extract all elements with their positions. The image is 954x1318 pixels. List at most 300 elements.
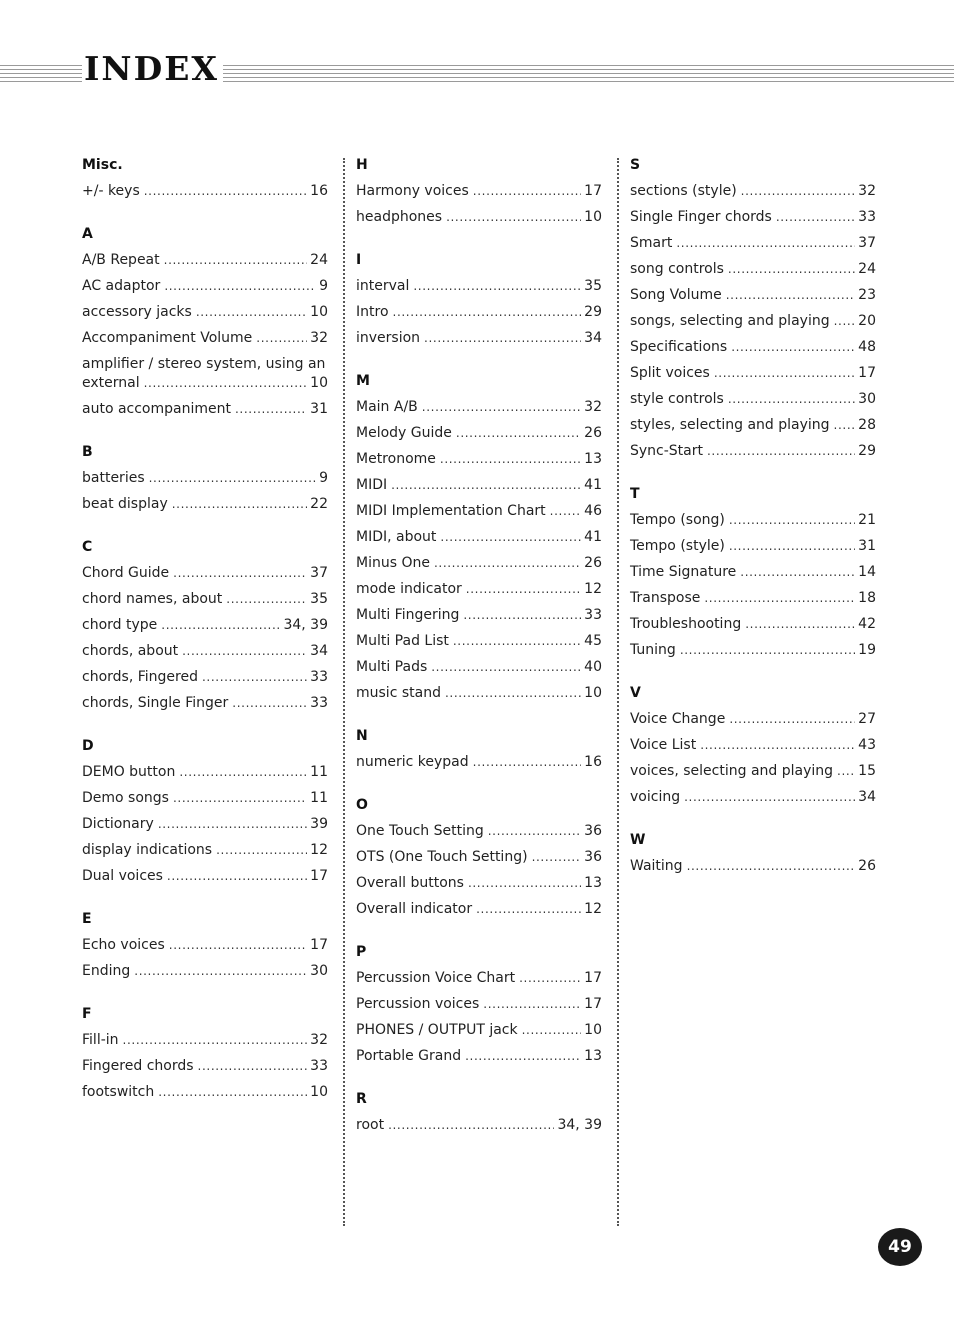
entry-page: 11 xyxy=(310,790,328,806)
dot-leader xyxy=(687,857,856,876)
index-entry xyxy=(630,364,876,383)
entry-term: AC adaptor xyxy=(82,278,161,294)
section-letter: Misc. xyxy=(82,157,123,173)
section-letter: D xyxy=(82,738,94,754)
entry-term: sections (style) xyxy=(630,183,737,199)
dot-leader xyxy=(834,312,856,331)
entry-page: 36 xyxy=(584,823,602,839)
entry-term: voices, selecting and playing xyxy=(630,763,834,779)
entry-term: numeric keypad xyxy=(356,754,469,770)
entry-page: 34, 39 xyxy=(557,1117,602,1133)
entry-page: 12 xyxy=(310,842,328,858)
entry-page: 45 xyxy=(584,633,602,649)
dot-leader xyxy=(413,277,581,296)
entry-page: 17 xyxy=(584,183,602,199)
dot-leader xyxy=(198,1057,308,1076)
dot-leader xyxy=(446,208,581,227)
entry-term: batteries xyxy=(82,470,145,486)
index-entry xyxy=(630,208,876,227)
section-letter: P xyxy=(356,944,367,960)
index-entry xyxy=(82,867,328,886)
index-entry xyxy=(356,398,602,417)
index-entry xyxy=(82,355,328,393)
section-letter: M xyxy=(356,373,370,389)
index-section xyxy=(82,910,328,981)
dot-leader xyxy=(216,841,307,860)
index-entry xyxy=(356,502,602,521)
entry-term: Voice Change xyxy=(630,711,726,727)
index-entry xyxy=(356,1047,602,1066)
dot-leader xyxy=(731,338,855,357)
entry-page: 48 xyxy=(858,339,876,355)
entry-page: 35 xyxy=(584,278,602,294)
entry-page: 32 xyxy=(584,399,602,415)
entry-term: One Touch Setting xyxy=(356,823,484,839)
entry-term: Minus One xyxy=(356,555,430,571)
entry-term: music stand xyxy=(356,685,441,701)
entry-page: 10 xyxy=(584,1022,602,1038)
index-entry xyxy=(82,590,328,609)
index-entry xyxy=(630,511,876,530)
entry-term: headphones xyxy=(356,209,443,225)
entry-page: 32 xyxy=(858,183,876,199)
index-section xyxy=(630,831,876,876)
entry-term: accessory jacks xyxy=(82,304,192,320)
section-letter: S xyxy=(630,157,641,173)
entry-term: Percussion voices xyxy=(356,996,480,1012)
entry-page: 46 xyxy=(584,503,602,519)
dot-leader xyxy=(431,658,581,677)
dot-leader xyxy=(729,537,855,556)
dot-leader xyxy=(726,286,855,305)
entry-line-2 xyxy=(82,374,328,393)
entry-term: Troubleshooting xyxy=(630,616,742,632)
entry-page: 34, 39 xyxy=(283,617,328,633)
index-entry xyxy=(356,969,602,988)
entry-term: Metronome xyxy=(356,451,436,467)
entry-page: 16 xyxy=(584,754,602,770)
entry-page: 21 xyxy=(858,512,876,528)
index-entry xyxy=(356,900,602,919)
entry-page: 33 xyxy=(858,209,876,225)
entry-page: 34 xyxy=(310,643,328,659)
index-section xyxy=(630,485,876,660)
section-letter: H xyxy=(356,157,368,173)
entry-term: Split voices xyxy=(630,365,710,381)
entry-term: MIDI, about xyxy=(356,529,437,545)
entry-term: Ending xyxy=(82,963,131,979)
entry-page: 32 xyxy=(310,330,328,346)
entry-term: DEMO button xyxy=(82,764,176,780)
section-letter: O xyxy=(356,797,368,813)
dot-leader xyxy=(728,260,855,279)
dot-leader xyxy=(453,632,581,651)
index-entry xyxy=(82,694,328,713)
index-column-1 xyxy=(82,150,328,1126)
section-letter: T xyxy=(630,486,640,502)
entry-term: Multi Pad List xyxy=(356,633,449,649)
dot-leader xyxy=(158,815,307,834)
entry-page: 17 xyxy=(584,996,602,1012)
entry-term: Dual voices xyxy=(82,868,163,884)
entry-term: Fingered chords xyxy=(82,1058,194,1074)
dot-leader xyxy=(182,642,307,661)
index-entry xyxy=(356,874,602,893)
dot-leader xyxy=(468,874,581,893)
section-letter: F xyxy=(82,1006,92,1022)
entry-term: Fill-in xyxy=(82,1032,119,1048)
index-entry xyxy=(82,1031,328,1050)
dot-leader xyxy=(173,789,307,808)
entry-page: 17 xyxy=(310,868,328,884)
dot-leader xyxy=(445,684,581,703)
index-entry xyxy=(630,182,876,201)
dot-leader xyxy=(707,442,855,461)
entry-page: 39 xyxy=(310,816,328,832)
index-entry xyxy=(82,642,328,661)
index-entry xyxy=(82,495,328,514)
dot-leader xyxy=(465,1047,581,1066)
entry-page: 9 xyxy=(319,278,328,294)
index-entry xyxy=(356,303,602,322)
index-section xyxy=(356,251,602,348)
entry-page: 34 xyxy=(584,330,602,346)
index-entry xyxy=(82,815,328,834)
entry-page: 17 xyxy=(310,937,328,953)
entry-term: Tempo (style) xyxy=(630,538,725,554)
entry-page: 19 xyxy=(858,642,876,658)
section-letter: C xyxy=(82,539,93,555)
entry-term: PHONES / OUTPUT jack xyxy=(356,1022,518,1038)
index-entry xyxy=(630,857,876,876)
entry-page: 20 xyxy=(858,313,876,329)
entry-page: 37 xyxy=(858,235,876,251)
dot-leader xyxy=(745,615,855,634)
entry-page: 31 xyxy=(858,538,876,554)
entry-page: 40 xyxy=(584,659,602,675)
dot-leader xyxy=(434,554,581,573)
entry-term: Demo songs xyxy=(82,790,169,806)
dot-leader xyxy=(550,502,582,521)
index-entry xyxy=(82,329,328,348)
dot-leader xyxy=(173,564,307,583)
entry-page: 11 xyxy=(310,764,328,780)
entry-term: Song Volume xyxy=(630,287,722,303)
entry-page: 41 xyxy=(584,529,602,545)
dot-leader xyxy=(196,303,307,322)
index-entry xyxy=(356,424,602,443)
entry-term: Smart xyxy=(630,235,673,251)
entry-term: Specifications xyxy=(630,339,728,355)
entry-page: 35 xyxy=(310,591,328,607)
entry-page: 13 xyxy=(584,1048,602,1064)
entry-page: 36 xyxy=(584,849,602,865)
entry-page: 13 xyxy=(584,875,602,891)
entry-page: 13 xyxy=(584,451,602,467)
index-entry xyxy=(356,1116,602,1135)
index-entry xyxy=(630,641,876,660)
dot-leader xyxy=(684,788,855,807)
dot-leader xyxy=(144,374,308,393)
dot-leader xyxy=(161,616,280,635)
entry-page: 26 xyxy=(584,555,602,571)
entry-term: root xyxy=(356,1117,385,1133)
index-entry xyxy=(630,286,876,305)
index-entry xyxy=(356,995,602,1014)
entry-term: Overall indicator xyxy=(356,901,473,917)
entry-term: Overall buttons xyxy=(356,875,464,891)
dot-leader xyxy=(776,208,855,227)
dot-leader xyxy=(440,528,581,547)
entry-page: 42 xyxy=(858,616,876,632)
index-entry xyxy=(630,563,876,582)
index-entry xyxy=(82,962,328,981)
entry-term: beat display xyxy=(82,496,168,512)
entry-page: 33 xyxy=(310,669,328,685)
dot-leader xyxy=(424,329,581,348)
entry-term: Single Finger chords xyxy=(630,209,772,225)
entry-term: Intro xyxy=(356,304,389,320)
index-section xyxy=(82,737,328,886)
dot-leader xyxy=(463,606,581,625)
index-entry xyxy=(356,182,602,201)
entry-page: 33 xyxy=(584,607,602,623)
entry-page: 10 xyxy=(584,685,602,701)
index-entry xyxy=(630,788,876,807)
index-section xyxy=(356,943,602,1066)
entry-page: 23 xyxy=(858,287,876,303)
index-entry xyxy=(630,416,876,435)
entry-term: style controls xyxy=(630,391,724,407)
entry-term: Multi Fingering xyxy=(356,607,460,623)
entry-term: MIDI Implementation Chart xyxy=(356,503,546,519)
dot-leader xyxy=(235,400,307,419)
index-entry xyxy=(356,476,602,495)
dot-leader xyxy=(532,848,582,867)
entry-term: Tempo (song) xyxy=(630,512,725,528)
entry-term: MIDI xyxy=(356,477,388,493)
entry-term: Waiting xyxy=(630,858,683,874)
page-title: INDEX xyxy=(82,51,223,87)
entry-page: 32 xyxy=(310,1032,328,1048)
dot-leader xyxy=(391,476,581,495)
section-letter: B xyxy=(82,444,93,460)
dot-leader xyxy=(179,763,307,782)
index-entry xyxy=(630,615,876,634)
index-entry xyxy=(82,400,328,419)
dot-leader xyxy=(172,495,307,514)
entry-term: Main A/B xyxy=(356,399,418,415)
entry-term: Multi Pads xyxy=(356,659,428,675)
entry-page: 26 xyxy=(584,425,602,441)
index-section xyxy=(82,156,328,201)
index-entry xyxy=(82,1083,328,1102)
index-entry xyxy=(630,312,876,331)
entry-term: mode indicator xyxy=(356,581,462,597)
entry-page: 9 xyxy=(319,470,328,486)
entry-page: 37 xyxy=(310,565,328,581)
index-entry xyxy=(356,632,602,651)
index-entry xyxy=(82,763,328,782)
entry-page: 28 xyxy=(858,417,876,433)
index-entry xyxy=(82,668,328,687)
entry-term: voicing xyxy=(630,789,681,805)
entry-page: 16 xyxy=(310,183,328,199)
dot-leader xyxy=(164,251,308,270)
entry-term: Percussion Voice Chart xyxy=(356,970,516,986)
index-entry xyxy=(82,251,328,270)
dot-leader xyxy=(728,390,855,409)
index-entry xyxy=(82,789,328,808)
entry-term: chords, about xyxy=(82,643,179,659)
dot-leader xyxy=(167,867,307,886)
dot-leader xyxy=(519,969,581,988)
dot-leader xyxy=(202,668,307,687)
dot-leader xyxy=(729,511,855,530)
index-entry xyxy=(356,848,602,867)
entry-term: Voice List xyxy=(630,737,697,753)
index-section xyxy=(630,684,876,807)
page-header xyxy=(0,49,954,88)
index-entry xyxy=(356,606,602,625)
entry-term: Melody Guide xyxy=(356,425,452,441)
entry-page: 31 xyxy=(310,401,328,417)
dot-leader xyxy=(388,1116,554,1135)
entry-term: Dictionary xyxy=(82,816,154,832)
index-entry xyxy=(356,1021,602,1040)
entry-line-1 xyxy=(82,355,328,374)
index-section xyxy=(356,796,602,919)
entry-term: Chord Guide xyxy=(82,565,170,581)
entry-page: 24 xyxy=(858,261,876,277)
dot-leader xyxy=(158,1083,307,1102)
dot-leader xyxy=(676,234,855,253)
entry-term: amplifier / stereo system, using an xyxy=(82,356,326,372)
entry-term: chords, Single Finger xyxy=(82,695,229,711)
entry-page: 33 xyxy=(310,695,328,711)
dot-leader xyxy=(466,580,581,599)
dot-leader xyxy=(834,416,856,435)
index-entry xyxy=(356,208,602,227)
index-entry xyxy=(356,580,602,599)
dot-leader xyxy=(476,900,581,919)
entry-page: 43 xyxy=(858,737,876,753)
entry-term: chord type xyxy=(82,617,158,633)
entry-term: chord names, about xyxy=(82,591,223,607)
dot-leader xyxy=(226,590,307,609)
dot-leader xyxy=(473,182,581,201)
index-entry xyxy=(356,753,602,772)
entry-term: Harmony voices xyxy=(356,183,469,199)
index-section xyxy=(82,443,328,514)
index-entry xyxy=(630,589,876,608)
index-entry xyxy=(630,338,876,357)
index-entry xyxy=(82,616,328,635)
entry-page: 17 xyxy=(584,970,602,986)
entry-term-continued: external xyxy=(82,375,140,391)
entry-page: 29 xyxy=(584,304,602,320)
entry-page: 30 xyxy=(310,963,328,979)
index-entry xyxy=(356,329,602,348)
entry-page: 24 xyxy=(310,252,328,268)
entry-term: interval xyxy=(356,278,410,294)
dot-leader xyxy=(393,303,582,322)
index-entry xyxy=(82,182,328,201)
entry-term: Time Signature xyxy=(630,564,737,580)
entry-page: 10 xyxy=(310,1084,328,1100)
index-entry xyxy=(82,469,328,488)
entry-page: 15 xyxy=(858,763,876,779)
entry-page: 12 xyxy=(584,581,602,597)
entry-term: OTS (One Touch Setting) xyxy=(356,849,528,865)
index-entry xyxy=(82,1057,328,1076)
dot-leader xyxy=(714,364,855,383)
entry-term: songs, selecting and playing xyxy=(630,313,830,329)
index-entry xyxy=(630,736,876,755)
entry-page: 18 xyxy=(858,590,876,606)
dot-leader xyxy=(149,469,316,488)
dot-leader xyxy=(680,641,855,660)
dot-leader xyxy=(232,694,307,713)
dot-leader xyxy=(123,1031,308,1050)
dot-leader xyxy=(440,450,581,469)
index-entry xyxy=(82,564,328,583)
column-divider xyxy=(343,158,345,1226)
index-section xyxy=(82,1005,328,1102)
dot-leader xyxy=(456,424,581,443)
index-section xyxy=(356,1090,602,1135)
index-entry xyxy=(630,442,876,461)
section-letter: A xyxy=(82,226,93,242)
index-entry xyxy=(356,277,602,296)
index-section xyxy=(630,156,876,461)
index-entry xyxy=(630,234,876,253)
entry-term: +/- keys xyxy=(82,183,140,199)
section-letter: R xyxy=(356,1091,367,1107)
index-entry xyxy=(356,450,602,469)
index-entry xyxy=(82,277,328,296)
entry-page: 34 xyxy=(858,789,876,805)
dot-leader xyxy=(256,329,307,348)
dot-leader xyxy=(488,822,581,841)
entry-page: 10 xyxy=(310,375,328,391)
dot-leader xyxy=(704,589,855,608)
entry-term: Tuning xyxy=(630,642,676,658)
entry-page: 26 xyxy=(858,858,876,874)
entry-term: chords, Fingered xyxy=(82,669,198,685)
section-letter: N xyxy=(356,728,368,744)
index-entry xyxy=(630,762,876,781)
index-entry xyxy=(630,390,876,409)
dot-leader xyxy=(422,398,581,417)
dot-leader xyxy=(700,736,855,755)
section-letter: W xyxy=(630,832,646,848)
entry-page: 41 xyxy=(584,477,602,493)
dot-leader xyxy=(740,563,855,582)
index-entry xyxy=(630,710,876,729)
dot-leader xyxy=(522,1021,582,1040)
entry-page: 22 xyxy=(310,496,328,512)
index-entry xyxy=(356,658,602,677)
entry-page: 30 xyxy=(858,391,876,407)
dot-leader xyxy=(164,277,316,296)
section-letter: V xyxy=(630,685,641,701)
section-letter: I xyxy=(356,252,362,268)
index-entry xyxy=(356,528,602,547)
dot-leader xyxy=(144,182,307,201)
index-section xyxy=(356,727,602,772)
entry-page: 17 xyxy=(858,365,876,381)
